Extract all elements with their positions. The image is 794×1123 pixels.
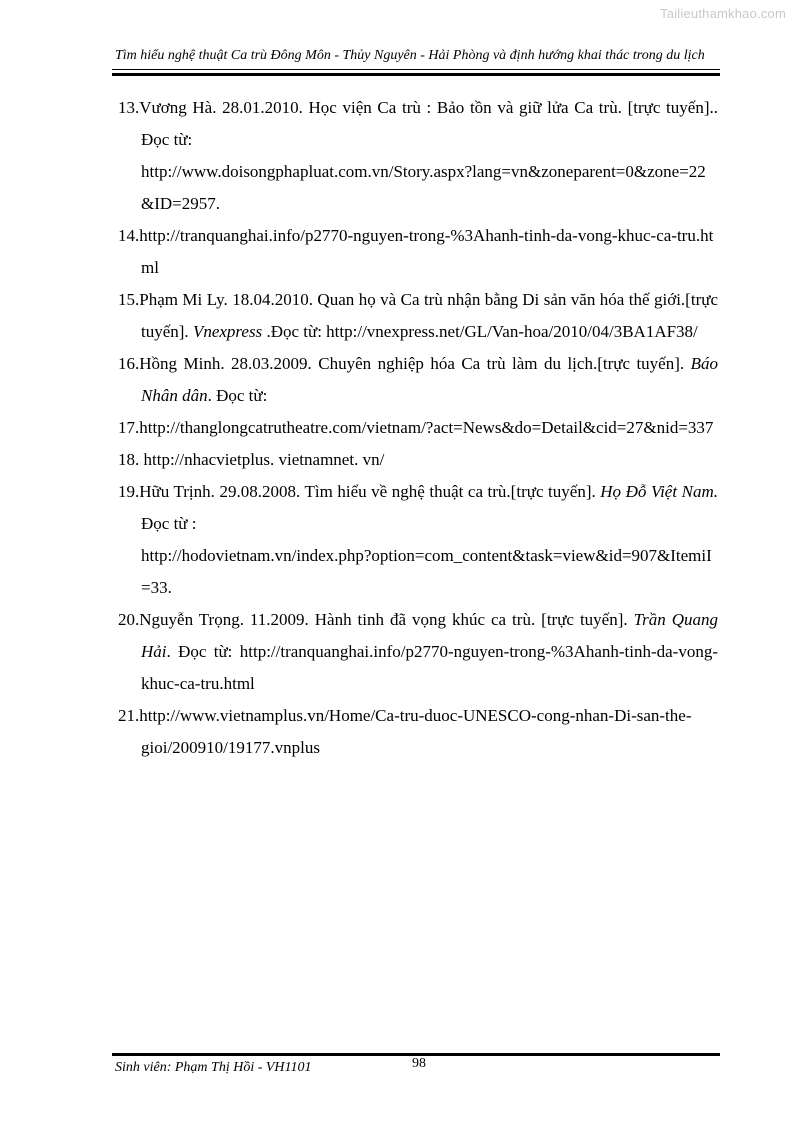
reference-text: 16.Hồng Minh. 28.03.2009. Chuyên nghiệp hóa Ca trù làm du lịch.[trực tuyến].	[118, 354, 691, 373]
reference-url[interactable]: http://www.doisongphapluat.com.vn/Story.aspx?lang=vn&zoneparent=0&zone=22&ID=2957.	[141, 162, 706, 213]
reference-text: 20.Nguyễn Trọng. 11.2009. Hành tinh đã vọng khúc ca trù. [trực tuyến].	[118, 610, 634, 629]
reference-text[interactable]: 17.http://thanglongcatrutheatre.com/vietnam/?act=News&do=Detail&cid=27&nid=337	[118, 418, 714, 437]
reference-item-14	[118, 220, 718, 284]
reference-item-16	[118, 348, 718, 412]
reference-text: 13.Vương Hà. 28.01.2010. Học viện Ca trù : Bảo tồn và giữ lửa Ca trù. [trực tuyến].. Đọc từ:	[118, 98, 718, 149]
reference-text: 19.Hữu Trịnh. 29.08.2008. Tìm hiểu về nghệ thuật ca trù.[trực tuyến].	[118, 482, 601, 501]
reference-item-18	[118, 444, 718, 476]
reference-item-20	[118, 604, 718, 700]
reference-source: Báo Nhân dân	[141, 354, 718, 405]
reference-text-tail: Đọc từ :	[141, 514, 197, 533]
reference-text-tail: . Đọc từ: http://tranquanghai.info/p2770-nguyen-trong-%3Ahanh-tinh-da-vong-khuc-ca-tru.html	[141, 642, 718, 693]
reference-url[interactable]: http://hodovietnam.vn/index.php?option=com_content&task=view&id=907&ItemiI=33.	[141, 546, 712, 597]
reference-source: Trần Quang Hải	[141, 610, 718, 661]
footer-student: Sinh viên: Phạm Thị Hồi - VH1101	[115, 1060, 312, 1075]
reference-text-tail: . Đọc từ:	[207, 386, 268, 405]
header-rule-thick	[112, 73, 720, 76]
reference-source: Họ Đỗ Việt Nam.	[600, 482, 718, 501]
reference-item-21	[118, 700, 718, 764]
reference-text-tail: .Đọc từ: http://vnexpress.net/GL/Van-hoa/2010/04/3BA1AF38/	[262, 322, 698, 341]
header-rule-thin	[112, 69, 720, 70]
reference-item-19	[118, 476, 718, 604]
page-header: Tìm hiểu nghệ thuật Ca trù Đông Môn - Thủy Nguyên - Hải Phòng và định hướng khai thác trong du lịch	[115, 48, 705, 63]
reference-text[interactable]: 21.http://www.vietnamplus.vn/Home/Ca-tru-duoc-UNESCO-cong-nhan-Di-san-the-gioi/200910/19177.vnplus	[118, 706, 692, 757]
reference-text: 15.Phạm Mi Ly. 18.04.2010. Quan họ và Ca trù nhận bằng Di sản văn hóa thế giới.[trực tuyến].	[118, 290, 718, 341]
page-number: 98	[412, 1056, 426, 1071]
reference-text[interactable]: 18. http://nhacvietplus. vietnamnet. vn/	[118, 450, 385, 469]
reference-item-17	[118, 412, 718, 444]
reference-item-15	[118, 284, 718, 348]
reference-source: Vnexpress	[192, 322, 263, 341]
reference-text[interactable]: 14.http://tranquanghai.info/p2770-nguyen-trong-%3Ahanh-tinh-da-vong-khuc-ca-tru.html	[118, 226, 714, 277]
reference-item-13	[118, 92, 718, 220]
reference-list	[118, 92, 718, 764]
watermark: Tailieuthamkhao.com	[660, 6, 786, 21]
